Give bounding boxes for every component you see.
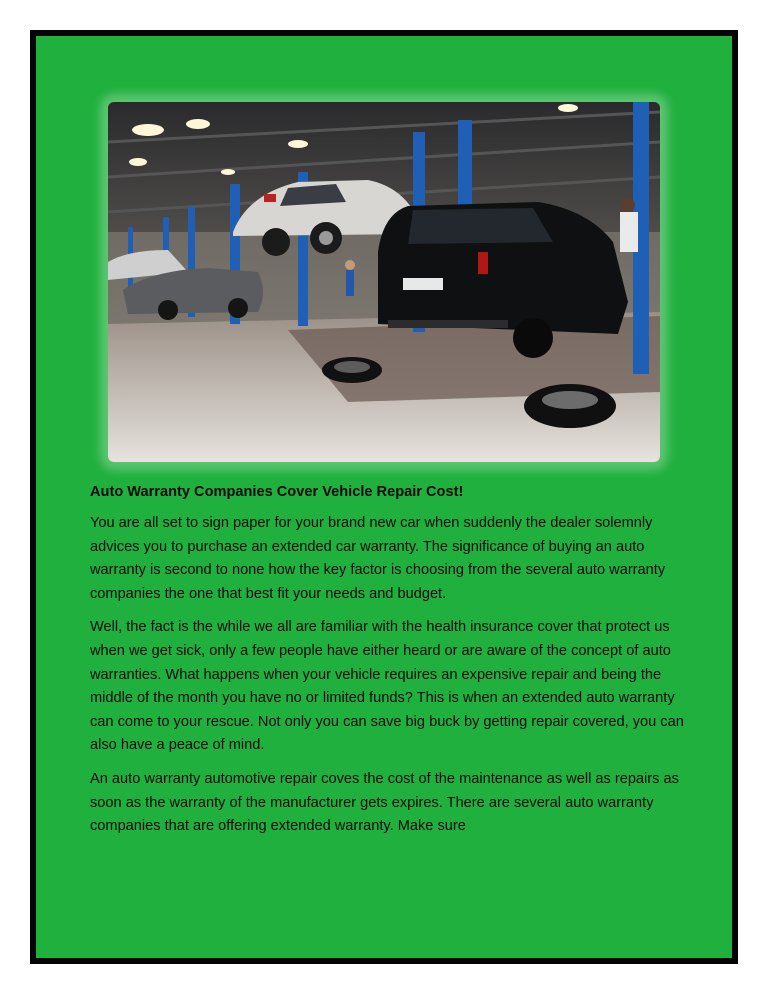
garage-illustration — [108, 102, 660, 462]
paragraph-1: You are all set to sign paper for your brand new car when suddenly the dealer solemnly advices you to purchase an extended car warranty. The significance of buying an auto warranty is second to none how the key factor is choosing from the several auto warranty companies the one that best fit your needs and budget. — [90, 515, 666, 602]
article — [90, 482, 700, 849]
page-frame — [30, 30, 738, 964]
paragraph-3: An auto warranty automotive repair coves the cost of the maintenance as well as repairs as soon as the warranty of the manufacturer gets expires. There are several auto warranty companies that are offering extended warranty. Make sure — [90, 770, 679, 835]
paragraph-2: Well, the fact is the while we all are familiar with the health insurance cover that protect us when we get sick, only a few people have either heard or are aware of the concept of auto warranties. What happens when your vehicle requires an expensive repair and being the middle of the month you have no or limited funds? This is when an extended auto warranty can come to your rescue. Not only you can save big buck by getting repair covered, you can also have a peace of mind. — [90, 619, 684, 754]
garage-photo — [108, 102, 660, 462]
article-heading: Auto Warranty Companies Cover Vehicle Repair Cost! — [90, 484, 464, 500]
